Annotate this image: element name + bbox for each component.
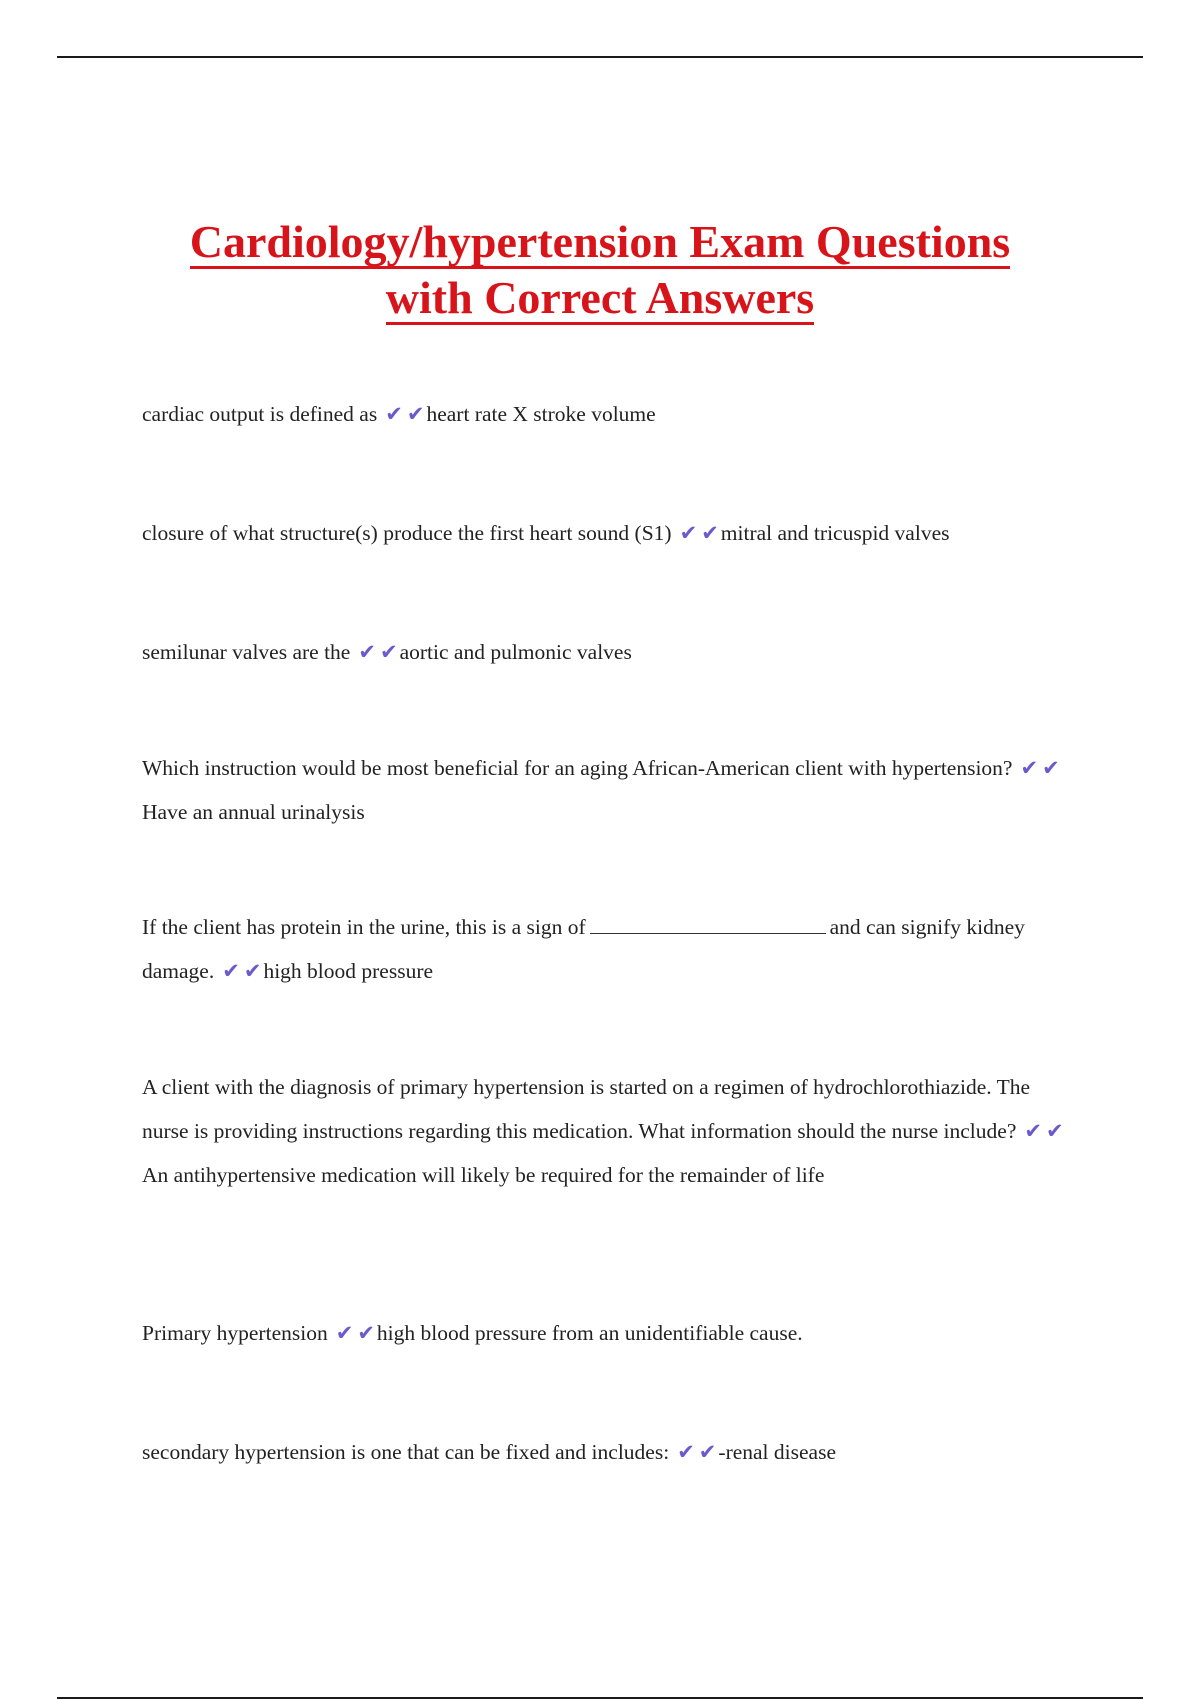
question-text-part-2: and can signify kidney damage. xyxy=(142,915,1025,983)
answer-text: high blood pressure xyxy=(263,959,434,983)
fill-in-blank xyxy=(590,915,826,934)
answer-checkmarks xyxy=(334,1321,377,1345)
answer-text: -renal disease xyxy=(718,1440,836,1464)
answer-checkmarks xyxy=(1018,756,1061,780)
check-icon: ✔ xyxy=(1045,1119,1064,1143)
qa-item-7 xyxy=(142,1311,1072,1355)
page-title xyxy=(0,214,1200,326)
check-icon: ✔ xyxy=(1024,1119,1042,1143)
check-icon: ✔ xyxy=(1042,756,1060,780)
question-text: semilunar valves are the xyxy=(142,640,351,664)
answer-checkmarks xyxy=(1022,1119,1065,1143)
check-icon: ✔ xyxy=(379,640,398,664)
answer-checkmarks xyxy=(356,640,399,664)
check-icon: ✔ xyxy=(222,959,240,983)
title-line-1: Cardiology/hypertension Exam Questions xyxy=(189,216,1011,267)
answer-checkmarks xyxy=(383,402,426,426)
top-rule xyxy=(57,56,1143,58)
check-icon: ✔ xyxy=(1020,756,1039,780)
answer-checkmarks xyxy=(678,521,721,545)
question-text: secondary hypertension is one that can be fixed and includes: xyxy=(142,1440,670,1464)
title-line-2: with Correct Answers xyxy=(385,272,815,323)
qa-item-2 xyxy=(142,511,1142,555)
qa-item-8 xyxy=(142,1430,1072,1474)
qa-item-3 xyxy=(142,630,1072,674)
check-icon: ✔ xyxy=(406,402,425,426)
answer-text: Have an annual urinalysis xyxy=(142,800,365,824)
answer-text: high blood pressure from an unidentifiable cause. xyxy=(376,1321,803,1345)
answer-text: An antihypertensive medication will likely be required for the remainder of life xyxy=(142,1163,825,1187)
check-icon: ✔ xyxy=(385,402,403,426)
question-text: Which instruction would be most beneficial for an aging African-American client with hypertension? xyxy=(142,756,1013,780)
check-icon: ✔ xyxy=(243,959,262,983)
check-icon: ✔ xyxy=(701,521,719,545)
check-icon: ✔ xyxy=(335,1321,354,1345)
bottom-rule xyxy=(57,1697,1143,1699)
check-icon: ✔ xyxy=(679,521,698,545)
qa-item-1 xyxy=(142,392,1072,436)
question-text: Primary hypertension xyxy=(142,1321,328,1345)
question-text: cardiac output is defined as xyxy=(142,402,378,426)
answer-text: mitral and tricuspid valves xyxy=(720,521,950,545)
question-text: closure of what structure(s) produce the first heart sound (S1) xyxy=(142,521,672,545)
question-text-part-1: If the client has protein in the urine, this is a sign of xyxy=(142,915,586,939)
question-text: A client with the diagnosis of primary hypertension is started on a regimen of hydrochlorothiazide. The nurse is providing instructions regarding this medication. What information should the nurse include? xyxy=(142,1075,1031,1143)
check-icon: ✔ xyxy=(358,640,376,664)
qa-item-6 xyxy=(142,1065,1072,1197)
answer-checkmarks xyxy=(220,959,263,983)
qa-item-4 xyxy=(142,746,1072,834)
answer-text: heart rate X stroke volume xyxy=(426,402,656,426)
check-icon: ✔ xyxy=(698,1440,717,1464)
check-icon: ✔ xyxy=(677,1440,695,1464)
check-icon: ✔ xyxy=(357,1321,375,1345)
answer-checkmarks xyxy=(675,1440,718,1464)
qa-item-5 xyxy=(142,905,1072,993)
answer-text: aortic and pulmonic valves xyxy=(399,640,632,664)
